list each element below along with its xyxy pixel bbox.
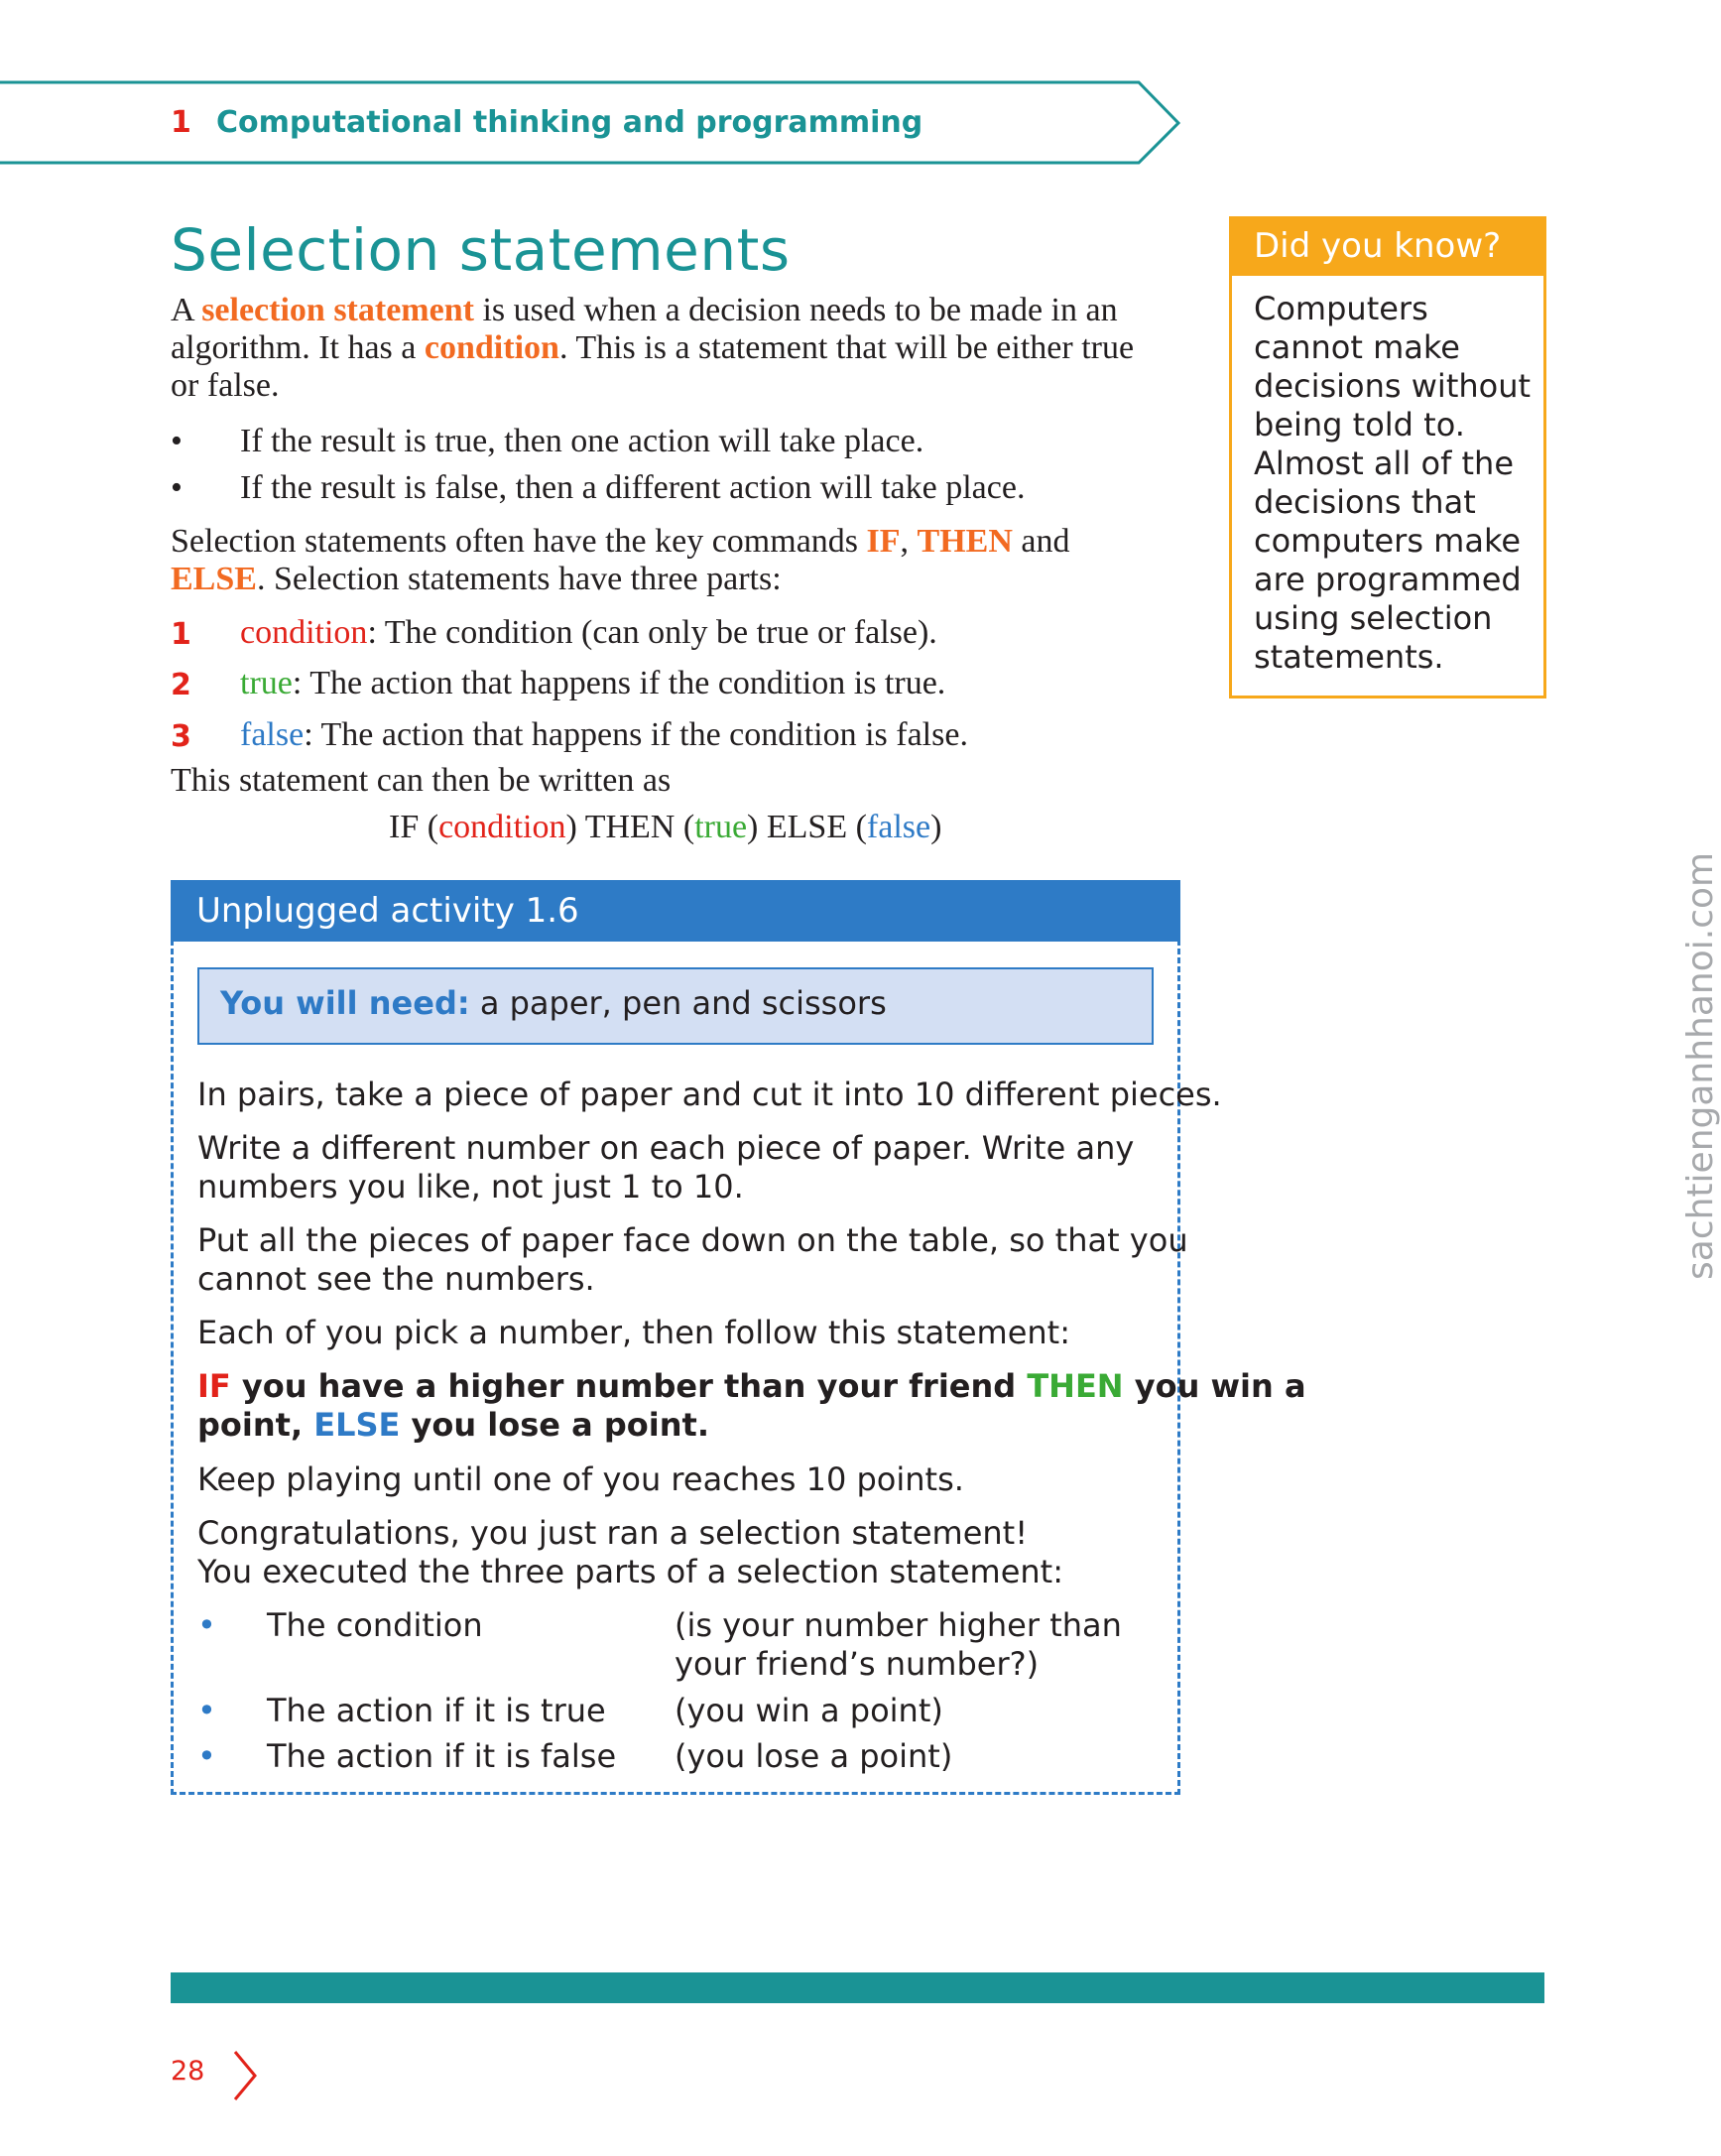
part-item-2: 2 true: The action that happens if the condition is true. [171, 665, 946, 702]
if-then-else-formula: IF (condition) THEN (true) ELSE (false) [389, 809, 942, 845]
chevron-right-icon [230, 2048, 260, 2103]
activity-keep-playing: Keep playing until one of you reaches 10 points. [197, 1460, 964, 1498]
bullet-dot: • [171, 423, 183, 459]
term-condition: condition [424, 329, 559, 366]
activity-rule: IF you have a higher number than your friend THEN you win a point, ELSE you lose a point. [197, 1367, 1306, 1444]
keyword-then: THEN [917, 523, 1013, 560]
you-will-need-text: You will need: a paper, pen and scissors [220, 984, 887, 1022]
activity-step-1: In pairs, take a piece of paper and cut it into 10 different pieces. [197, 1076, 1222, 1113]
key-commands-paragraph: Selection statements often have the key commands IF, THEN and ELSE. Selection statements have three parts: [171, 523, 1070, 597]
chapter-number: 1 [171, 105, 191, 140]
rule-keyword-if: IF [197, 1367, 231, 1405]
activity-step-4: Each of you pick a number, then follow this statement: [197, 1314, 1070, 1351]
written-as-text: This statement can then be written as [171, 762, 672, 799]
keyword-else: ELSE [171, 561, 257, 597]
bullet-dot: • [197, 1692, 216, 1729]
page-title: Selection statements [171, 216, 791, 284]
watermark-text: sachtienganhhanoi.com [1680, 851, 1721, 1280]
intro-paragraph [171, 292, 1182, 405]
page-number: 28 [171, 2056, 205, 2087]
part-item-1: 1 condition: The condition (can only be true or false). [171, 614, 937, 652]
intro-line-1: A selection statement is used when a decision needs to be made in an [171, 292, 1118, 328]
activity-part-condition: • The condition (is your number higher than your friend’s number?) [197, 1606, 1122, 1683]
rule-keyword-else: ELSE [313, 1406, 401, 1444]
bullet-dot: • [171, 469, 183, 506]
keyword-if: IF [866, 523, 901, 560]
rule-keyword-then: THEN [1027, 1367, 1124, 1405]
activity-step-2: Write a different number on each piece of paper. Write any numbers you like, not just 1 to 10. [197, 1129, 1135, 1205]
did-you-know-title: Did you know? [1254, 226, 1502, 266]
footer-bar [171, 1972, 1544, 2003]
term-selection-statement: selection statement [201, 292, 474, 328]
activity-title: Unplugged activity 1.6 [196, 891, 579, 931]
bullet-dot: • [197, 1606, 216, 1644]
part-item-3: 3 false: The action that happens if the condition is false. [171, 716, 968, 754]
intro-line-2: algorithm. It has a condition. This is a statement that will be either true [171, 329, 1135, 366]
activity-executed: You executed the three parts of a selection statement: [197, 1553, 1063, 1590]
activity-congrats: Congratulations, you just ran a selection statement! [197, 1514, 1029, 1552]
chapter-title: Computational thinking and programming [216, 105, 923, 140]
activity-part-false: • The action if it is false (you lose a point) [197, 1737, 953, 1775]
did-you-know-text: Computers cannot make decisions without being told to. Almost all of the decisions that computers make are programmed using selection statements. [1254, 290, 1532, 676]
activity-part-true: • The action if it is true (you win a point) [197, 1692, 943, 1729]
intro-line-3: or false. [171, 367, 280, 404]
activity-step-3: Put all the pieces of paper face down on the table, so that you cannot see the numbers. [197, 1221, 1188, 1298]
bullet-dot: • [197, 1737, 216, 1775]
